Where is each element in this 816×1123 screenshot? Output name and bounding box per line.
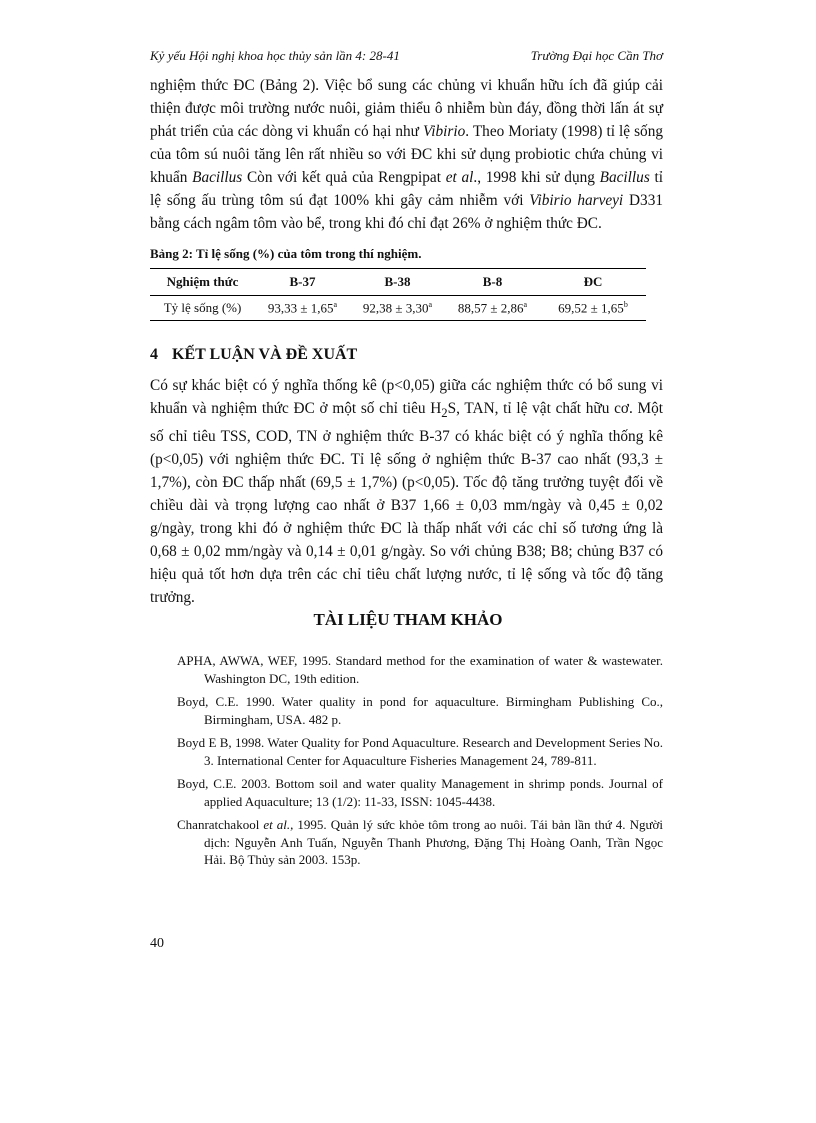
reference-list <box>177 652 663 875</box>
section-title: KẾT LUẬN VÀ ĐỀ XUẤT <box>172 346 358 363</box>
survival-table <box>150 268 646 321</box>
reference-item: Chanratchakool et al., 1995. Quản lý sức khỏe tôm trong ao nuôi. Tái bản lần thứ 4. Người dịch: Nguyễn Anh Tuấn, Nguyễn Thanh Phương, Đặng Thị Hoàng Oanh, Trần Ngọc Hải. Bộ Thủy sản 2003. 153p. <box>177 817 663 867</box>
section-heading <box>150 346 357 364</box>
column-header: Nghiệm thức <box>150 269 255 296</box>
table-cell: 93,33 ± 1,65$^a$ <box>255 296 350 321</box>
column-header: B-37 <box>255 269 350 296</box>
species-vibrio-harveyi: Vibirio harveyi <box>529 192 624 209</box>
page-number: 40 <box>150 936 164 951</box>
et-al: et al <box>445 169 474 186</box>
table-row <box>150 296 646 321</box>
paragraph-results: nghiệm thức ĐC (Bảng 2). Việc bổ sung các chủng vi khuẩn hữu ích đã giúp cải thiện được môi trường nước nuôi, giảm thiểu ô nhiễm bùn đáy, đồng thời lấn át sự phát triển của các dòng vi khuẩn có hại như Vibirio. Theo Moriaty (1998) tỉ lệ sống của tôm sú nuôi tăng lên rất nhiều so với ĐC khi sử dụng probiotic chứa chủng vi khuẩn Bacillus Còn với kết quả của Rengpipat et al., 1998 khi sử dụng Bacillus tỉ lệ sống ấu trùng tôm sú đạt 100% khi gây cảm nhiễm với Vibirio harveyi D331 bằng cách ngâm tôm vào bể, trong khi đó chỉ đạt 26% ở nghiệm thức ĐC. <box>150 77 664 232</box>
table-cell: 92,38 ± 3,30$^a$ <box>350 296 445 321</box>
references-heading: TÀI LIỆU THAM KHẢO <box>313 610 503 629</box>
column-header: B-38 <box>350 269 445 296</box>
reference-item: Boyd, C.E. 1990. Water quality in pond for aquaculture. Birmingham Publishing Co., Birmingham, USA. 482 p. <box>177 694 663 727</box>
table-caption: Bảng 2: Tỉ lệ sống (%) của tôm trong thí nghiệm. <box>150 246 422 261</box>
reference-item: Boyd, C.E. 2003. Bottom soil and water quality Management in shrimp ponds. Journal of applied Aquaculture; 13 (1/2): 11-33, ISSN: 1045-4438. <box>177 776 663 809</box>
reference-item: APHA, AWWA, WEF, 1995. Standard method for the examination of water & wastewater. Washington DC, 19th edition. <box>177 653 663 686</box>
column-header: ĐC <box>540 269 646 296</box>
header-institution: Trường Đại học Cần Thơ <box>530 48 663 63</box>
section-number: 4 <box>150 346 158 363</box>
paragraph-conclusion: Có sự khác biệt có ý nghĩa thống kê (p<0,05) giữa các nghiệm thức có bổ sung vi khuẩn và nghiệm thức ĐC ở một số chỉ tiêu $H_2S$, TAN, tỉ lệ vật chất hữu cơ. Một số chỉ tiêu TSS, COD, TN ở nghiệm thức B-37 có khác biệt có ý nghĩa thống kê (p<0,05) với nghiệm thức ĐC. Tỉ lệ sống ở nghiệm thức B-37 cao nhất (93,3 ± 1,7%), còn ĐC thấp nhất (69,5 ± 1,7%) (p<0,05). Tốc độ tăng trưởng tuyệt đối về chiều dài và trọng lượng cao nhất ở B37 1,66 ± 0,03 mm/ngày và 0,45 ± 0,02 g/ngày, trong khi đó ở nghiệm thức ĐC là thấp nhất với các chỉ số tương ứng là 0,68 ± 0,02 mm/ngày và 0,14 ± 0,01 g/ngày. So với chủng B38; B8; chủng B37 có hiệu quả tốt hơn dựa trên các chỉ tiêu chất lượng nước, tỉ lệ sống và tốc độ tăng trưởng. <box>150 377 663 607</box>
species-bacillus: Bacillus <box>192 169 243 186</box>
table-cell: 69,52 ± 1,65$^b$ <box>540 296 646 321</box>
species-bacillus: Bacillus <box>599 169 650 186</box>
table-header-row <box>150 269 646 296</box>
reference-item: Boyd E B, 1998. Water Quality for Pond Aquaculture. Research and Development Series No. 3. International Center for Aquaculture Fisheries Management 24, 789-811. <box>177 735 663 768</box>
running-header <box>150 48 663 68</box>
row-label: Tỷ lệ sống (%) <box>150 296 255 321</box>
species-vibirio: Vibirio <box>423 123 466 140</box>
header-journal: Kỷ yếu Hội nghị khoa học thủy sản lần 4: 28-41 <box>150 48 400 63</box>
column-header: B-8 <box>445 269 540 296</box>
table-cell: 88,57 ± 2,86$^a$ <box>445 296 540 321</box>
